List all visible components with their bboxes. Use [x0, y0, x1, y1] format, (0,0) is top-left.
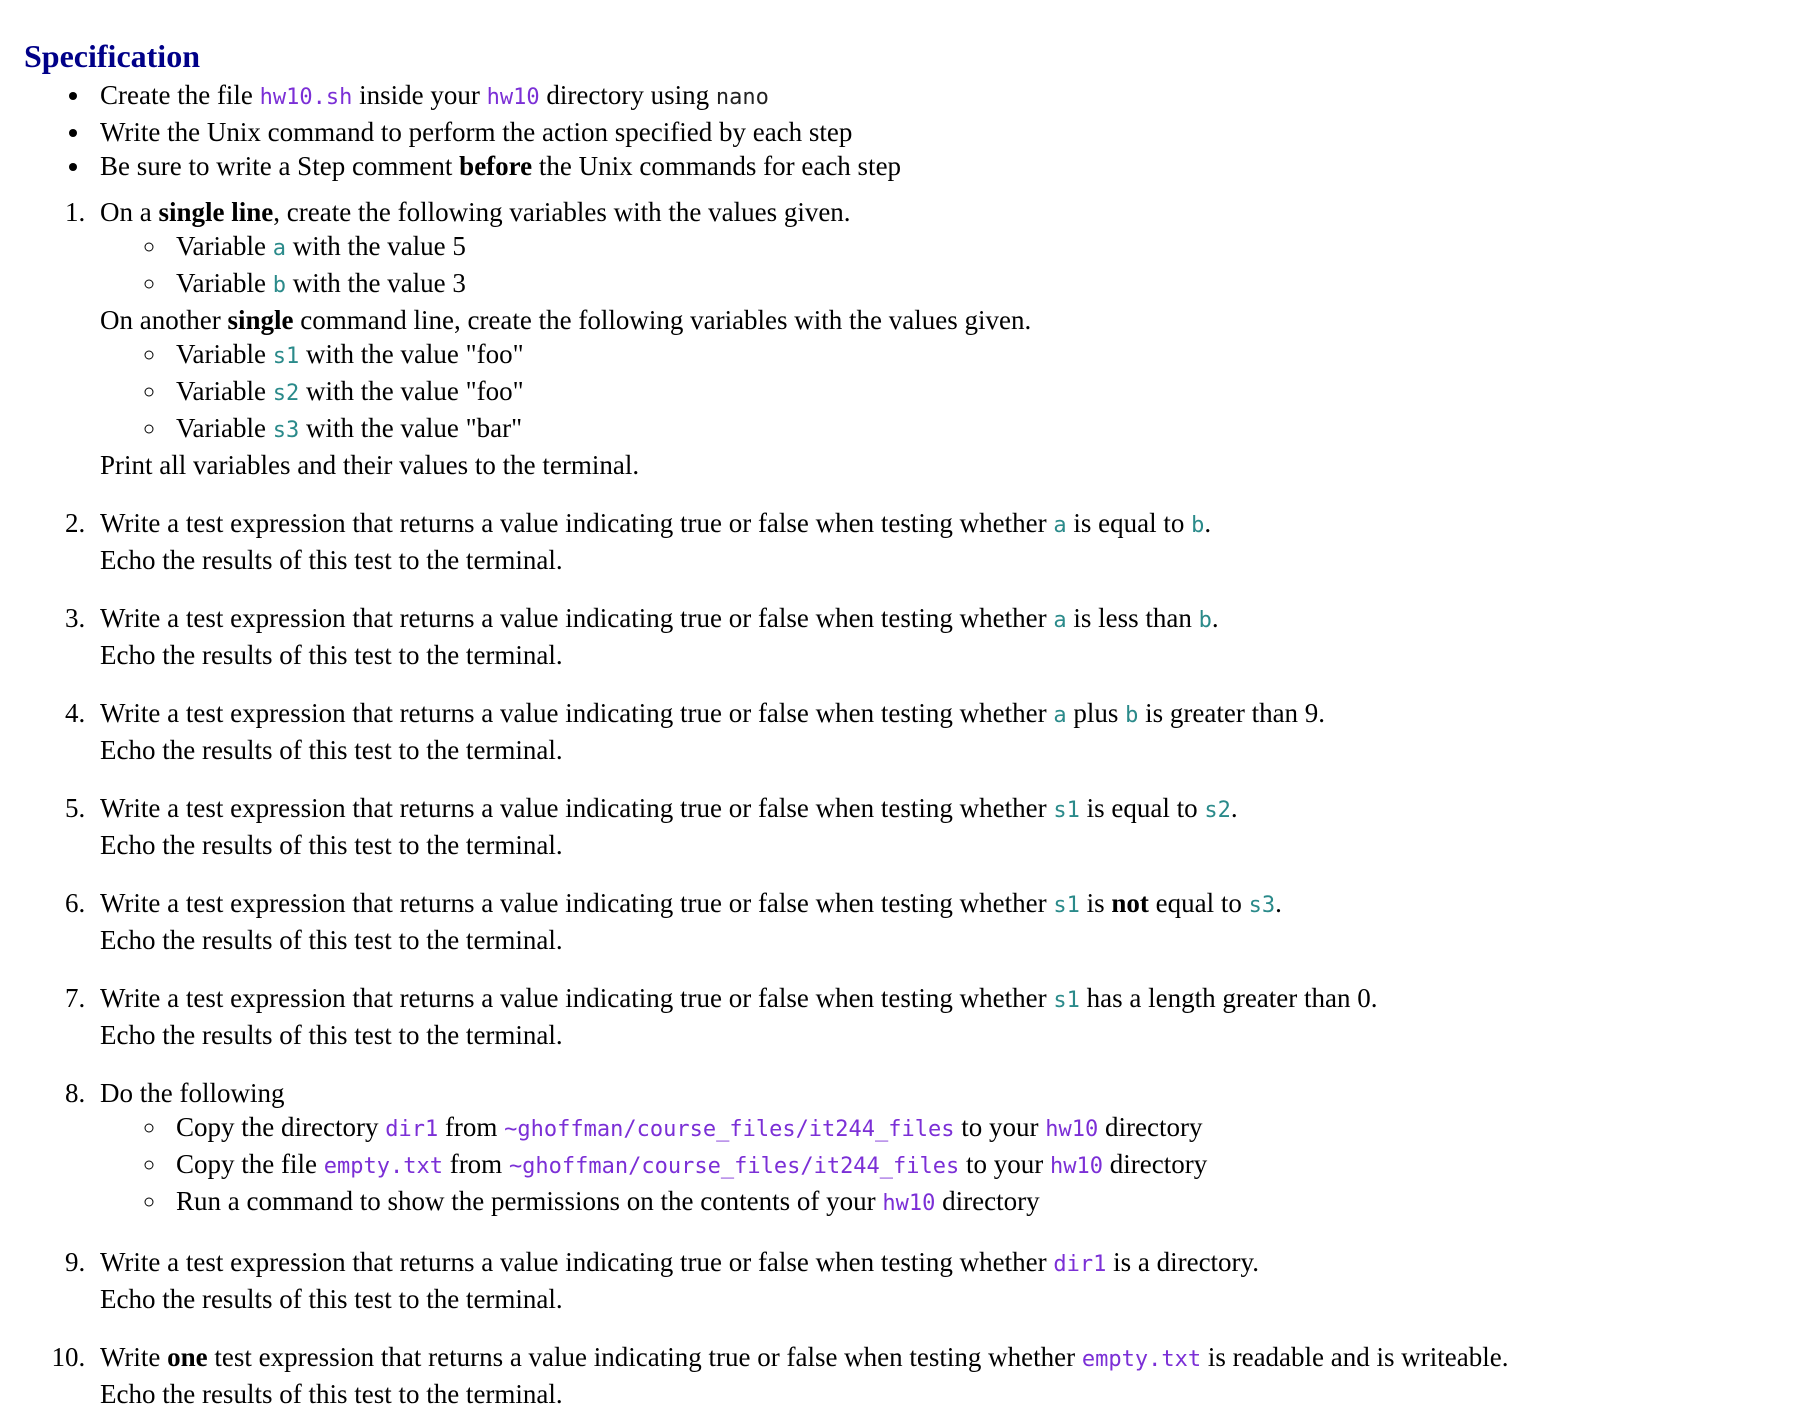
- text: Echo the results of this test to the terminal.: [100, 640, 563, 670]
- text: Be sure to write a Step comment: [100, 151, 460, 181]
- filename: dir1: [1053, 1252, 1107, 1277]
- emphasis: not: [1111, 888, 1149, 918]
- variable: s2: [1204, 798, 1231, 823]
- steps-list: [24, 195, 1794, 1411]
- variable: s1: [1053, 988, 1080, 1013]
- variable: b: [1125, 703, 1139, 728]
- text: Echo the results of this test to the terminal.: [100, 1379, 563, 1409]
- dirname: hw10: [1045, 1117, 1099, 1142]
- sub-item: [168, 411, 1794, 448]
- sub-list: [100, 1110, 1794, 1221]
- list-item: [92, 149, 1794, 183]
- text: with the value "foo": [299, 339, 524, 369]
- text: equal to: [1148, 888, 1249, 918]
- variable: s3: [1248, 893, 1276, 918]
- text: Variable: [176, 268, 273, 298]
- text: to your: [954, 1112, 1046, 1142]
- text: with the value "bar": [299, 413, 523, 443]
- text: with the value 5: [285, 231, 466, 261]
- text: Copy the directory: [176, 1112, 386, 1142]
- text: Write a test expression that returns a value indicating true or false when testing whether: [100, 1247, 1054, 1277]
- list-item: • Write the Unix command to perform the action specified by each step: [92, 115, 1794, 149]
- variable: a: [1053, 608, 1067, 633]
- step-item: [92, 981, 1794, 1052]
- text: Variable: [176, 376, 273, 406]
- step-item: [92, 506, 1794, 577]
- sub-list: [100, 229, 1794, 303]
- variable: s1: [1053, 893, 1080, 918]
- emphasis: single: [227, 305, 294, 335]
- text: directory using: [539, 80, 716, 110]
- dirname: hw10: [486, 85, 540, 110]
- step-item: [92, 195, 1794, 482]
- text: On another: [100, 305, 228, 335]
- step-item: [92, 886, 1794, 957]
- text: is equal to: [1079, 793, 1205, 823]
- text: from: [442, 1149, 509, 1179]
- text: Write: [100, 1342, 168, 1372]
- variable: a: [272, 236, 286, 261]
- text: with the value "foo": [299, 376, 524, 406]
- variable: b: [272, 273, 286, 298]
- text: Echo the results of this test to the terminal.: [100, 735, 563, 765]
- text: from: [438, 1112, 505, 1142]
- text: Write a test expression that returns a value indicating true or false when testing whether: [100, 698, 1054, 728]
- filename: empty.txt: [1081, 1347, 1202, 1372]
- sub-item: [168, 1184, 1794, 1221]
- emphasis: one: [167, 1342, 208, 1372]
- text: Create the file: [100, 80, 260, 110]
- text: Echo the results of this test to the terminal.: [100, 1284, 563, 1314]
- variable: s3: [272, 418, 300, 443]
- command: nano: [715, 85, 769, 110]
- text: .: [1230, 793, 1238, 823]
- text: plus: [1066, 698, 1126, 728]
- text: directory: [1098, 1112, 1203, 1142]
- filename: hw10.sh: [259, 85, 353, 110]
- filename: empty.txt: [323, 1154, 443, 1179]
- text: , create the following variables with the values given.: [273, 197, 851, 227]
- text: Echo the results of this test to the terminal.: [100, 925, 563, 955]
- text: command line, create the following variables with the values given.: [293, 305, 1032, 335]
- text: Write a test expression that returns a value indicating true or false when testing whether: [100, 603, 1054, 633]
- text: has a length greater than 0.: [1079, 983, 1378, 1013]
- text: is greater than 9.: [1138, 698, 1326, 728]
- text: Print all variables and their values to the terminal.: [100, 450, 640, 480]
- text: Echo the results of this test to the terminal.: [100, 830, 563, 860]
- step-item: [92, 1076, 1794, 1221]
- variable: b: [1191, 513, 1205, 538]
- step-item: [92, 601, 1794, 672]
- variable: a: [1053, 703, 1067, 728]
- sub-item: [168, 374, 1794, 411]
- text: .: [1275, 888, 1282, 918]
- dirname: hw10: [1050, 1154, 1104, 1179]
- text: Run a command to show the permissions on the contents of your: [176, 1186, 883, 1216]
- list-item: [92, 78, 1794, 115]
- text: test expression that returns a value indicating true or false when testing whether: [207, 1342, 1082, 1372]
- text: Variable: [176, 413, 273, 443]
- text: is equal to: [1066, 508, 1192, 538]
- text: Variable: [176, 339, 273, 369]
- variable: b: [1198, 608, 1212, 633]
- text: .: [1211, 603, 1219, 633]
- text: inside your: [352, 80, 487, 110]
- variable: a: [1053, 513, 1067, 538]
- emphasis: single line: [158, 197, 274, 227]
- text: Write a test expression that returns a value indicating true or false when testing whether: [100, 508, 1054, 538]
- variable: s1: [1053, 798, 1080, 823]
- text: is a directory.: [1106, 1247, 1260, 1277]
- text: Variable: [176, 231, 273, 261]
- step-item: [92, 696, 1794, 767]
- text: to your: [959, 1149, 1051, 1179]
- text: On a: [100, 197, 159, 227]
- sub-item: [168, 337, 1794, 374]
- text: directory: [1103, 1149, 1208, 1179]
- text: .: [1204, 508, 1212, 538]
- text: directory: [935, 1186, 1040, 1216]
- dirname: hw10: [882, 1191, 936, 1216]
- sub-item: [168, 1110, 1794, 1147]
- step-item: [92, 1245, 1794, 1316]
- intro-list: [24, 78, 1794, 183]
- text: is readable and is writeable.: [1201, 1342, 1509, 1372]
- path: ~ghoffman/course_files/it244_files: [504, 1117, 955, 1142]
- text: Echo the results of this test to the terminal.: [100, 545, 563, 575]
- text: Do the following: [100, 1078, 285, 1108]
- filename: dir1: [385, 1117, 439, 1142]
- path: ~ghoffman/course_files/it244_files: [508, 1154, 960, 1179]
- sub-list: [100, 337, 1794, 448]
- sub-item: [168, 1147, 1794, 1184]
- text: the Unix commands for each step: [532, 151, 902, 181]
- variable: s2: [272, 381, 300, 406]
- text: is: [1079, 888, 1112, 918]
- text: is less than: [1066, 603, 1199, 633]
- step-item: [92, 1340, 1794, 1411]
- step-item: [92, 791, 1794, 862]
- text: Write a test expression that returns a value indicating true or false when testing whether: [100, 793, 1054, 823]
- variable: s1: [272, 344, 300, 369]
- emphasis: before: [459, 151, 533, 181]
- sub-item: [168, 229, 1794, 266]
- text: Copy the file: [176, 1149, 324, 1179]
- text: Write a test expression that returns a value indicating true or false when testing whether: [100, 983, 1054, 1013]
- sub-item: [168, 266, 1794, 303]
- page-title: Specification: [24, 38, 200, 74]
- text: Write a test expression that returns a value indicating true or false when testing whether: [100, 888, 1054, 918]
- text: with the value 3: [285, 268, 466, 298]
- text: Echo the results of this test to the terminal.: [100, 1020, 563, 1050]
